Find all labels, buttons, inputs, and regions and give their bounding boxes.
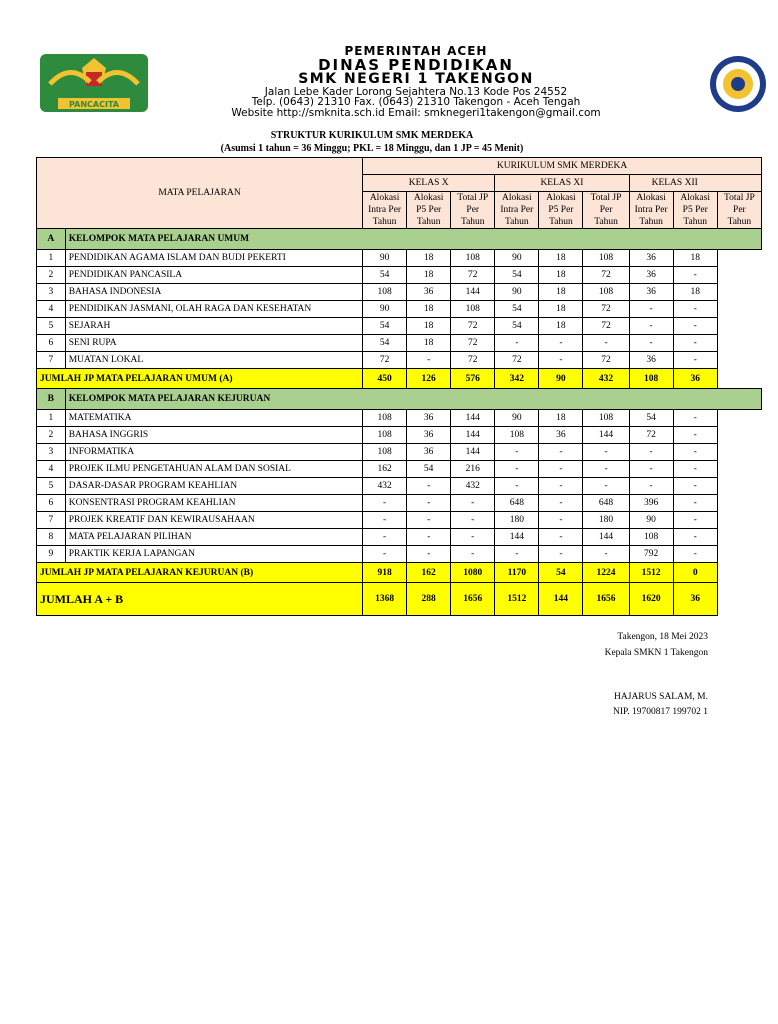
- subheader-line: Tahun: [460, 217, 485, 227]
- value-cell: 54: [363, 318, 407, 335]
- school-emblem: [698, 54, 768, 114]
- subheader-line: Tahun: [372, 217, 397, 227]
- subheader-line: P5 Per: [548, 205, 574, 215]
- value-cell: -: [539, 444, 583, 461]
- letterhead-school: SMK NEGERI 1 TAKENGON: [298, 71, 534, 87]
- value-cell: 180: [583, 512, 629, 529]
- row-number: 7: [37, 512, 66, 529]
- total-value-cell: 1080: [451, 563, 495, 583]
- value-cell: -: [363, 512, 407, 529]
- subject-name: BAHASA INGGRIS: [65, 427, 362, 444]
- row-number: 6: [37, 495, 66, 512]
- value-cell: 432: [363, 478, 407, 495]
- total-value-cell: 342: [495, 369, 539, 389]
- row-number: 7: [37, 352, 66, 369]
- letterhead-website: Website http://smknita.sch.id Email: smknegeri1takengon@gmail.com: [231, 107, 601, 119]
- signature-nip: NIP. 19700817 199702 1: [612, 707, 708, 717]
- group-b-code: B: [37, 389, 66, 410]
- row-number: 4: [37, 461, 66, 478]
- value-cell: 36: [629, 352, 673, 369]
- table-row: [37, 512, 762, 529]
- value-cell: -: [407, 478, 451, 495]
- subheader-line: Alokasi: [502, 193, 532, 203]
- value-cell: -: [673, 352, 717, 369]
- group-b-row: [37, 389, 762, 410]
- value-cell: -: [407, 512, 451, 529]
- subject-name: PROJEK ILMU PENGETAHUAN ALAM DAN SOSIAL: [65, 461, 362, 478]
- subject-name: SENI RUPA: [65, 335, 362, 352]
- total-value-cell: 1620: [629, 583, 673, 616]
- total-value-cell: 1512: [495, 583, 539, 616]
- row-number: 3: [37, 284, 66, 301]
- value-cell: 108: [451, 301, 495, 318]
- table-row: [37, 352, 762, 369]
- value-cell: 144: [583, 529, 629, 546]
- subheader-total: [583, 192, 629, 229]
- value-cell: 72: [451, 267, 495, 284]
- subheader-total: [451, 192, 495, 229]
- table-row: [37, 318, 762, 335]
- subject-name: PENDIDIKAN PANCASILA: [65, 267, 362, 284]
- value-cell: -: [407, 546, 451, 563]
- subject-name: PRAKTIK KERJA LAPANGAN: [65, 546, 362, 563]
- value-cell: 90: [363, 301, 407, 318]
- subheader-intra: [363, 192, 407, 229]
- value-cell: 90: [629, 512, 673, 529]
- value-cell: 18: [539, 250, 583, 267]
- value-cell: -: [673, 444, 717, 461]
- subheader-line: Tahun: [594, 217, 618, 227]
- group-b-label: KELOMPOK MATA PELAJARAN KEJURUAN: [65, 389, 761, 410]
- value-cell: 18: [407, 267, 451, 284]
- value-cell: -: [451, 529, 495, 546]
- value-cell: -: [495, 335, 539, 352]
- letterhead-government: PEMERINTAH ACEH: [344, 44, 488, 58]
- value-cell: -: [539, 529, 583, 546]
- table-row: [37, 267, 762, 284]
- total-value-cell: 36: [673, 369, 717, 389]
- subject-name: MUATAN LOKAL: [65, 352, 362, 369]
- value-cell: 18: [407, 250, 451, 267]
- group-b-body: [37, 389, 762, 563]
- value-cell: -: [539, 478, 583, 495]
- value-cell: 90: [495, 250, 539, 267]
- subheader-p5: [539, 192, 583, 229]
- value-cell: 18: [407, 318, 451, 335]
- value-cell: 144: [451, 444, 495, 461]
- value-cell: -: [673, 318, 717, 335]
- value-cell: -: [539, 461, 583, 478]
- curriculum-table: [36, 157, 762, 616]
- value-cell: -: [495, 444, 539, 461]
- value-cell: 18: [673, 250, 717, 267]
- subject-name: PENDIDIKAN AGAMA ISLAM DAN BUDI PEKERTI: [65, 250, 362, 267]
- total-value-cell: 144: [539, 583, 583, 616]
- subheader-line: Tahun: [727, 217, 752, 227]
- row-number: 5: [37, 318, 66, 335]
- subheader-line: Intra Per: [500, 205, 534, 215]
- value-cell: -: [673, 427, 717, 444]
- value-cell: 54: [495, 318, 539, 335]
- value-cell: 18: [539, 267, 583, 284]
- subheader-total: [717, 192, 761, 229]
- subheader-line: Total JP: [724, 193, 755, 203]
- subheader-line: Alokasi: [413, 193, 444, 203]
- header-kelas-xi: KELAS XI: [495, 175, 629, 192]
- value-cell: 144: [451, 284, 495, 301]
- table-row: [37, 301, 762, 318]
- table-row: [37, 444, 762, 461]
- table-row: [37, 478, 762, 495]
- subheader-line: Tahun: [416, 217, 441, 227]
- table-row: [37, 284, 762, 301]
- table-row: [37, 461, 762, 478]
- subheader-line: Alokasi: [636, 193, 666, 203]
- value-cell: 18: [407, 335, 451, 352]
- total-value-cell: 1656: [583, 583, 629, 616]
- value-cell: -: [451, 546, 495, 563]
- letterhead-address: Jalan Lebe Kader Lorong Sejahtera No.13 Kode Pos 24552: [264, 86, 568, 98]
- value-cell: 792: [629, 546, 673, 563]
- value-cell: 54: [495, 267, 539, 284]
- value-cell: 144: [495, 529, 539, 546]
- value-cell: 18: [539, 410, 583, 427]
- value-cell: -: [629, 301, 673, 318]
- value-cell: 108: [583, 284, 629, 301]
- header-kurikulum: KURIKULUM SMK MERDEKA: [363, 158, 762, 175]
- value-cell: -: [495, 461, 539, 478]
- subheader-line: Alokasi: [680, 193, 710, 203]
- signature-position: Kepala SMKN 1 Takengon: [604, 648, 708, 658]
- subject-name: INFORMATIKA: [65, 444, 362, 461]
- group-a-label: KELOMPOK MATA PELAJARAN UMUM: [65, 229, 761, 250]
- value-cell: 54: [363, 267, 407, 284]
- value-cell: -: [629, 335, 673, 352]
- value-cell: 108: [629, 529, 673, 546]
- row-number: 1: [37, 410, 66, 427]
- subject-name: SEJARAH: [65, 318, 362, 335]
- value-cell: 108: [363, 284, 407, 301]
- value-cell: -: [673, 335, 717, 352]
- value-cell: -: [673, 267, 717, 284]
- value-cell: 18: [539, 301, 583, 318]
- subject-name: PENDIDIKAN JASMANI, OLAH RAGA DAN KESEHATAN: [65, 301, 362, 318]
- value-cell: 36: [629, 250, 673, 267]
- total-value-cell: 432: [583, 369, 629, 389]
- table-row: [37, 546, 762, 563]
- subject-name: DASAR-DASAR PROGRAM KEAHLIAN: [65, 478, 362, 495]
- total-body: [37, 583, 762, 616]
- subheader-line: Tahun: [549, 217, 573, 227]
- header-mata-pelajaran: MATA PELAJARAN: [37, 158, 363, 229]
- value-cell: 144: [451, 410, 495, 427]
- value-cell: 36: [407, 427, 451, 444]
- value-cell: -: [539, 335, 583, 352]
- table-row: [37, 529, 762, 546]
- letterhead-agency: DINAS PENDIDIKAN: [318, 56, 514, 74]
- row-number: 6: [37, 335, 66, 352]
- total-value-cell: 576: [451, 369, 495, 389]
- value-cell: 72: [583, 301, 629, 318]
- total-value-cell: 108: [629, 369, 673, 389]
- subject-name: BAHASA INDONESIA: [65, 284, 362, 301]
- total-value-cell: 0: [673, 563, 717, 583]
- group-a-row: [37, 229, 762, 250]
- table-row: [37, 427, 762, 444]
- pancacita-logo: [40, 54, 148, 112]
- total-value-cell: 1512: [629, 563, 673, 583]
- value-cell: -: [629, 478, 673, 495]
- value-cell: 108: [363, 427, 407, 444]
- subheader-intra: [629, 192, 673, 229]
- subheader-line: Tahun: [683, 217, 708, 227]
- value-cell: 72: [629, 427, 673, 444]
- value-cell: 144: [451, 427, 495, 444]
- letterhead-phone: Telp. (0643) 21310 Fax. (0643) 21310 Takengon - Aceh Tengah: [251, 96, 581, 108]
- value-cell: -: [673, 512, 717, 529]
- value-cell: -: [451, 512, 495, 529]
- value-cell: 18: [539, 318, 583, 335]
- value-cell: -: [539, 352, 583, 369]
- total-value-cell: 1224: [583, 563, 629, 583]
- document-title: STRUKTUR KURIKULUM SMK MERDEKA: [270, 130, 474, 141]
- value-cell: -: [629, 318, 673, 335]
- value-cell: -: [583, 461, 629, 478]
- subject-name: PROJEK KREATIF DAN KEWIRAUSAHAAN: [65, 512, 362, 529]
- row-number: 9: [37, 546, 66, 563]
- signature-date: Takengon, 18 Mei 2023: [617, 632, 708, 642]
- sum-a-row-label: JUMLAH JP MATA PELAJARAN UMUM (A): [37, 369, 363, 389]
- value-cell: 36: [629, 284, 673, 301]
- total-value-cell: 450: [363, 369, 407, 389]
- subheader-line: Per: [599, 205, 613, 215]
- value-cell: -: [583, 478, 629, 495]
- row-number: 4: [37, 301, 66, 318]
- subheader-p5: [407, 192, 451, 229]
- row-number: 5: [37, 478, 66, 495]
- value-cell: 54: [495, 301, 539, 318]
- subheader-line: Per: [466, 205, 480, 215]
- sum-b-row: [37, 563, 762, 583]
- value-cell: 90: [495, 410, 539, 427]
- subject-name: KONSENTRASI PROGRAM KEAHLIAN: [65, 495, 362, 512]
- total-value-cell: 1368: [363, 583, 407, 616]
- value-cell: 90: [363, 250, 407, 267]
- value-cell: -: [673, 495, 717, 512]
- value-cell: -: [539, 495, 583, 512]
- subheader-line: Intra Per: [368, 205, 402, 215]
- table-row: [37, 250, 762, 267]
- total-value-cell: 126: [407, 369, 451, 389]
- value-cell: 108: [583, 250, 629, 267]
- subheader-line: Alokasi: [369, 193, 400, 203]
- value-cell: -: [363, 495, 407, 512]
- table-row: [37, 335, 762, 352]
- group-a-code: A: [37, 229, 66, 250]
- total-value-cell: 1170: [495, 563, 539, 583]
- value-cell: 432: [451, 478, 495, 495]
- grand-total-row: [37, 583, 762, 616]
- value-cell: 180: [495, 512, 539, 529]
- value-cell: 72: [451, 335, 495, 352]
- value-cell: 108: [363, 410, 407, 427]
- value-cell: 72: [583, 352, 629, 369]
- value-cell: -: [539, 546, 583, 563]
- subheader-line: Total JP: [590, 193, 622, 203]
- value-cell: 648: [495, 495, 539, 512]
- subheader-line: Intra Per: [634, 205, 668, 215]
- value-cell: 162: [363, 461, 407, 478]
- table-row: [37, 495, 762, 512]
- value-cell: 54: [363, 335, 407, 352]
- row-number: 1: [37, 250, 66, 267]
- value-cell: -: [673, 410, 717, 427]
- value-cell: 72: [451, 318, 495, 335]
- value-cell: 36: [407, 284, 451, 301]
- value-cell: 90: [495, 284, 539, 301]
- subheader-line: Alokasi: [546, 193, 576, 203]
- value-cell: -: [363, 529, 407, 546]
- total-value-cell: 1656: [451, 583, 495, 616]
- value-cell: 72: [583, 318, 629, 335]
- subheader-line: P5 Per: [416, 205, 442, 215]
- row-number: 3: [37, 444, 66, 461]
- sum-b-row-label: JUMLAH JP MATA PELAJARAN KEJURUAN (B): [37, 563, 363, 583]
- value-cell: 216: [451, 461, 495, 478]
- total-value-cell: 918: [363, 563, 407, 583]
- value-cell: 144: [583, 427, 629, 444]
- value-cell: -: [407, 529, 451, 546]
- curriculum-table-wrap: [36, 157, 755, 612]
- value-cell: -: [451, 495, 495, 512]
- value-cell: 54: [629, 410, 673, 427]
- value-cell: -: [363, 546, 407, 563]
- value-cell: 108: [495, 427, 539, 444]
- value-cell: 18: [673, 284, 717, 301]
- total-value-cell: 54: [539, 563, 583, 583]
- subheader-p5: [673, 192, 717, 229]
- value-cell: 72: [363, 352, 407, 369]
- subject-name: MATEMATIKA: [65, 410, 362, 427]
- sum-a-row: [37, 369, 762, 389]
- value-cell: 36: [629, 267, 673, 284]
- value-cell: -: [539, 512, 583, 529]
- value-cell: 36: [539, 427, 583, 444]
- subject-name: MATA PELAJARAN PILIHAN: [65, 529, 362, 546]
- signature-name: HAJARUS SALAM, M.: [614, 692, 708, 702]
- grand-total-row-label: JUMLAH A + B: [37, 583, 363, 616]
- value-cell: 108: [363, 444, 407, 461]
- total-value-cell: 90: [539, 369, 583, 389]
- value-cell: -: [673, 301, 717, 318]
- subheader-line: Total JP: [457, 193, 489, 203]
- document-subtitle: (Asumsi 1 tahun = 36 Minggu; PKL = 18 Minggu, dan 1 JP = 45 Menit): [220, 143, 524, 154]
- subheader-line: Tahun: [505, 217, 529, 227]
- value-cell: 72: [583, 267, 629, 284]
- value-cell: -: [673, 478, 717, 495]
- value-cell: 18: [539, 284, 583, 301]
- value-cell: 36: [407, 410, 451, 427]
- value-cell: -: [673, 546, 717, 563]
- row-number: 2: [37, 267, 66, 284]
- row-number: 8: [37, 529, 66, 546]
- letterhead: [36, 44, 768, 119]
- subheader-line: Tahun: [639, 217, 663, 227]
- value-cell: -: [407, 352, 451, 369]
- value-cell: 108: [451, 250, 495, 267]
- total-value-cell: 36: [673, 583, 717, 616]
- value-cell: -: [673, 529, 717, 546]
- value-cell: 396: [629, 495, 673, 512]
- value-cell: -: [673, 461, 717, 478]
- logo-text: PANCACITA: [69, 100, 119, 109]
- value-cell: 54: [407, 461, 451, 478]
- sum-b-body: [37, 563, 762, 583]
- subheader-intra: [495, 192, 539, 229]
- value-cell: 72: [495, 352, 539, 369]
- table-row: [37, 410, 762, 427]
- value-cell: 648: [583, 495, 629, 512]
- value-cell: 36: [407, 444, 451, 461]
- value-cell: -: [495, 546, 539, 563]
- value-cell: -: [407, 495, 451, 512]
- value-cell: -: [583, 335, 629, 352]
- sum-a-body: [37, 369, 762, 389]
- row-number: 2: [37, 427, 66, 444]
- group-a-body: [37, 229, 762, 369]
- header-kelas-x: KELAS X: [363, 175, 495, 192]
- value-cell: -: [583, 444, 629, 461]
- total-value-cell: 162: [407, 563, 451, 583]
- value-cell: -: [629, 444, 673, 461]
- subheader-line: P5 Per: [682, 205, 708, 215]
- header-kelas-xii: KELAS XII: [629, 175, 761, 192]
- total-value-cell: 288: [407, 583, 451, 616]
- value-cell: 72: [451, 352, 495, 369]
- value-cell: -: [629, 461, 673, 478]
- subheader-line: Per: [733, 205, 746, 215]
- value-cell: 18: [407, 301, 451, 318]
- value-cell: -: [583, 546, 629, 563]
- value-cell: -: [495, 478, 539, 495]
- value-cell: 108: [583, 410, 629, 427]
